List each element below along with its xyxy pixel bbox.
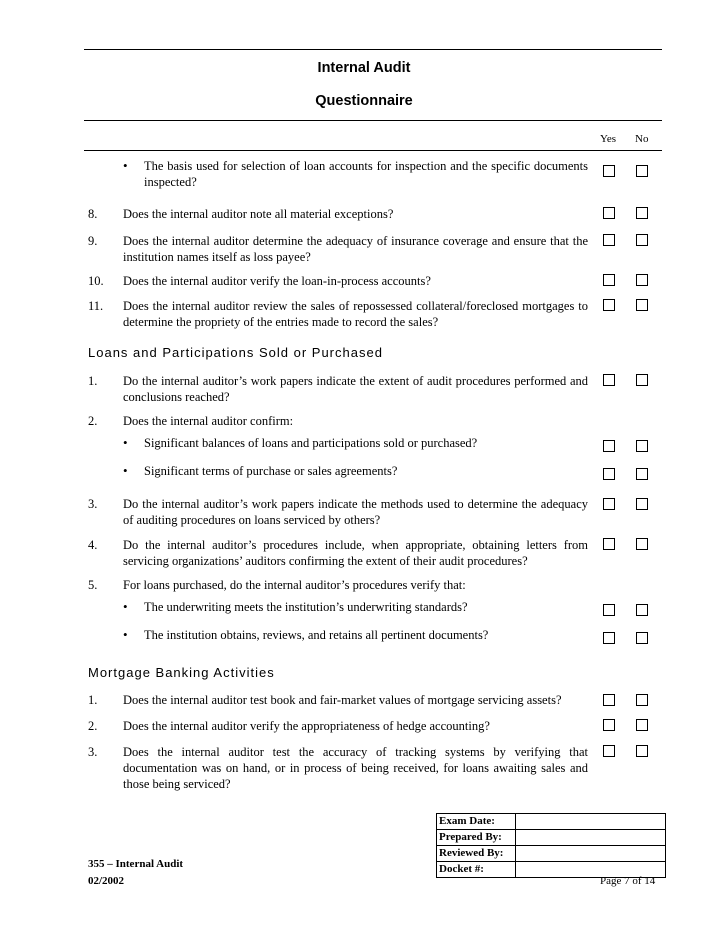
no-checkbox[interactable] — [636, 274, 648, 286]
yes-checkbox[interactable] — [603, 604, 615, 616]
no-checkbox[interactable] — [636, 440, 648, 452]
exam-info-table — [436, 813, 666, 878]
header-rule — [84, 120, 662, 121]
page-subtitle: Questionnaire — [315, 93, 413, 109]
section-heading: Mortgage Banking Activities — [88, 665, 275, 680]
prepared-by-field[interactable] — [516, 830, 666, 846]
yes-checkbox[interactable] — [603, 632, 615, 644]
question-text: Significant balances of loans and participations sold or purchased? — [144, 436, 478, 450]
bullet: • — [123, 599, 128, 614]
yes-checkbox[interactable] — [603, 745, 615, 757]
question-text: Significant terms of purchase or sales agreements? — [144, 464, 398, 478]
no-checkbox[interactable] — [636, 207, 648, 219]
no-checkbox[interactable] — [636, 498, 648, 510]
bullet: • — [123, 158, 128, 173]
yes-checkbox[interactable] — [603, 694, 615, 706]
no-column-header: No — [635, 133, 649, 145]
bullet: • — [123, 435, 128, 450]
no-checkbox[interactable] — [636, 745, 648, 757]
question-number: 2. — [88, 414, 98, 428]
page-title: Internal Audit — [317, 60, 411, 76]
yes-checkbox[interactable] — [603, 468, 615, 480]
question-number: 1. — [88, 374, 98, 388]
question-number: 11. — [88, 299, 104, 313]
question-text: Does the internal auditor determine the adequacy of insurance coverage and ensure that the institution names itself as loss payee? — [123, 234, 588, 264]
yes-checkbox[interactable] — [603, 299, 615, 311]
question-text: Does the internal auditor review the sales of repossessed collateral/foreclosed mortgages to determine the propriety of the entries made to record the sales? — [123, 299, 588, 329]
no-checkbox[interactable] — [636, 374, 648, 386]
no-checkbox[interactable] — [636, 234, 648, 246]
no-checkbox[interactable] — [636, 165, 648, 177]
question-text: Does the internal auditor note all material exceptions? — [123, 207, 394, 221]
reviewed-by-field[interactable] — [516, 846, 666, 862]
no-checkbox[interactable] — [636, 468, 648, 480]
question-text: For loans purchased, do the internal auditor’s procedures verify that: — [123, 578, 466, 592]
yes-checkbox[interactable] — [603, 374, 615, 386]
question-number: 2. — [88, 719, 98, 733]
yes-checkbox[interactable] — [603, 498, 615, 510]
question-text: The institution obtains, reviews, and retains all pertinent documents? — [144, 628, 489, 642]
docket-label: Docket #: — [437, 862, 516, 878]
question-text: Does the internal auditor verify the appropriateness of hedge accounting? — [123, 719, 490, 733]
question-text: Do the internal auditor’s work papers indicate the methods used to determine the adequacy of auditing procedures on loans serviced by others? — [123, 497, 588, 527]
yes-checkbox[interactable] — [603, 719, 615, 731]
yes-checkbox[interactable] — [603, 440, 615, 452]
exam-date-label: Exam Date: — [437, 814, 516, 830]
yes-checkbox[interactable] — [603, 234, 615, 246]
no-checkbox[interactable] — [636, 299, 648, 311]
column-header-rule — [84, 150, 662, 151]
question-number: 9. — [88, 234, 98, 248]
section-heading: Loans and Participations Sold or Purchased — [88, 345, 383, 360]
yes-column-header: Yes — [600, 133, 617, 145]
no-checkbox[interactable] — [636, 719, 648, 731]
no-checkbox[interactable] — [636, 694, 648, 706]
question-text: Do the internal auditor’s procedures include, when appropriate, obtaining letters from servicing organizations’ auditors confirming the extent of their audit procedures? — [123, 538, 588, 568]
question-number: 5. — [88, 578, 98, 592]
reviewed-by-label: Reviewed By: — [437, 846, 516, 862]
question-text: Does the internal auditor test the accuracy of tracking systems by verifying that documentation was on hand, or in process of being received, for loans awaiting sales and those being serviced? — [123, 745, 588, 791]
yes-checkbox[interactable] — [603, 274, 615, 286]
exam-date-field[interactable] — [516, 814, 666, 830]
yes-checkbox[interactable] — [603, 538, 615, 550]
question-text: The underwriting meets the institution’s underwriting standards? — [144, 600, 468, 614]
question-text: Do the internal auditor’s work papers indicate the extent of audit procedures performed and conclusions reached? — [123, 374, 588, 404]
question-number: 10. — [88, 274, 104, 288]
bullet: • — [123, 627, 128, 642]
question-number: 4. — [88, 538, 98, 552]
no-checkbox[interactable] — [636, 604, 648, 616]
yes-checkbox[interactable] — [603, 165, 615, 177]
question-number: 3. — [88, 745, 98, 759]
footer-date: 02/2002 — [88, 875, 125, 887]
question-number: 8. — [88, 207, 98, 221]
yes-checkbox[interactable] — [603, 207, 615, 219]
prepared-by-label: Prepared By: — [437, 830, 516, 846]
top-rule — [84, 49, 662, 50]
question-text: Does the internal auditor confirm: — [123, 414, 294, 428]
question-text: Does the internal auditor verify the loan-in-process accounts? — [123, 274, 431, 288]
question-text: The basis used for selection of loan accounts for inspection and the specific documents inspected? — [144, 159, 588, 189]
no-checkbox[interactable] — [636, 632, 648, 644]
no-checkbox[interactable] — [636, 538, 648, 550]
page-number: Page 7 of 14 — [600, 875, 656, 887]
bullet: • — [123, 463, 128, 478]
question-number: 1. — [88, 693, 98, 707]
footer-doc-name: 355 – Internal Audit — [88, 858, 184, 870]
question-text: Does the internal auditor test book and fair-market values of mortgage servicing assets? — [123, 693, 562, 707]
question-number: 3. — [88, 497, 98, 511]
